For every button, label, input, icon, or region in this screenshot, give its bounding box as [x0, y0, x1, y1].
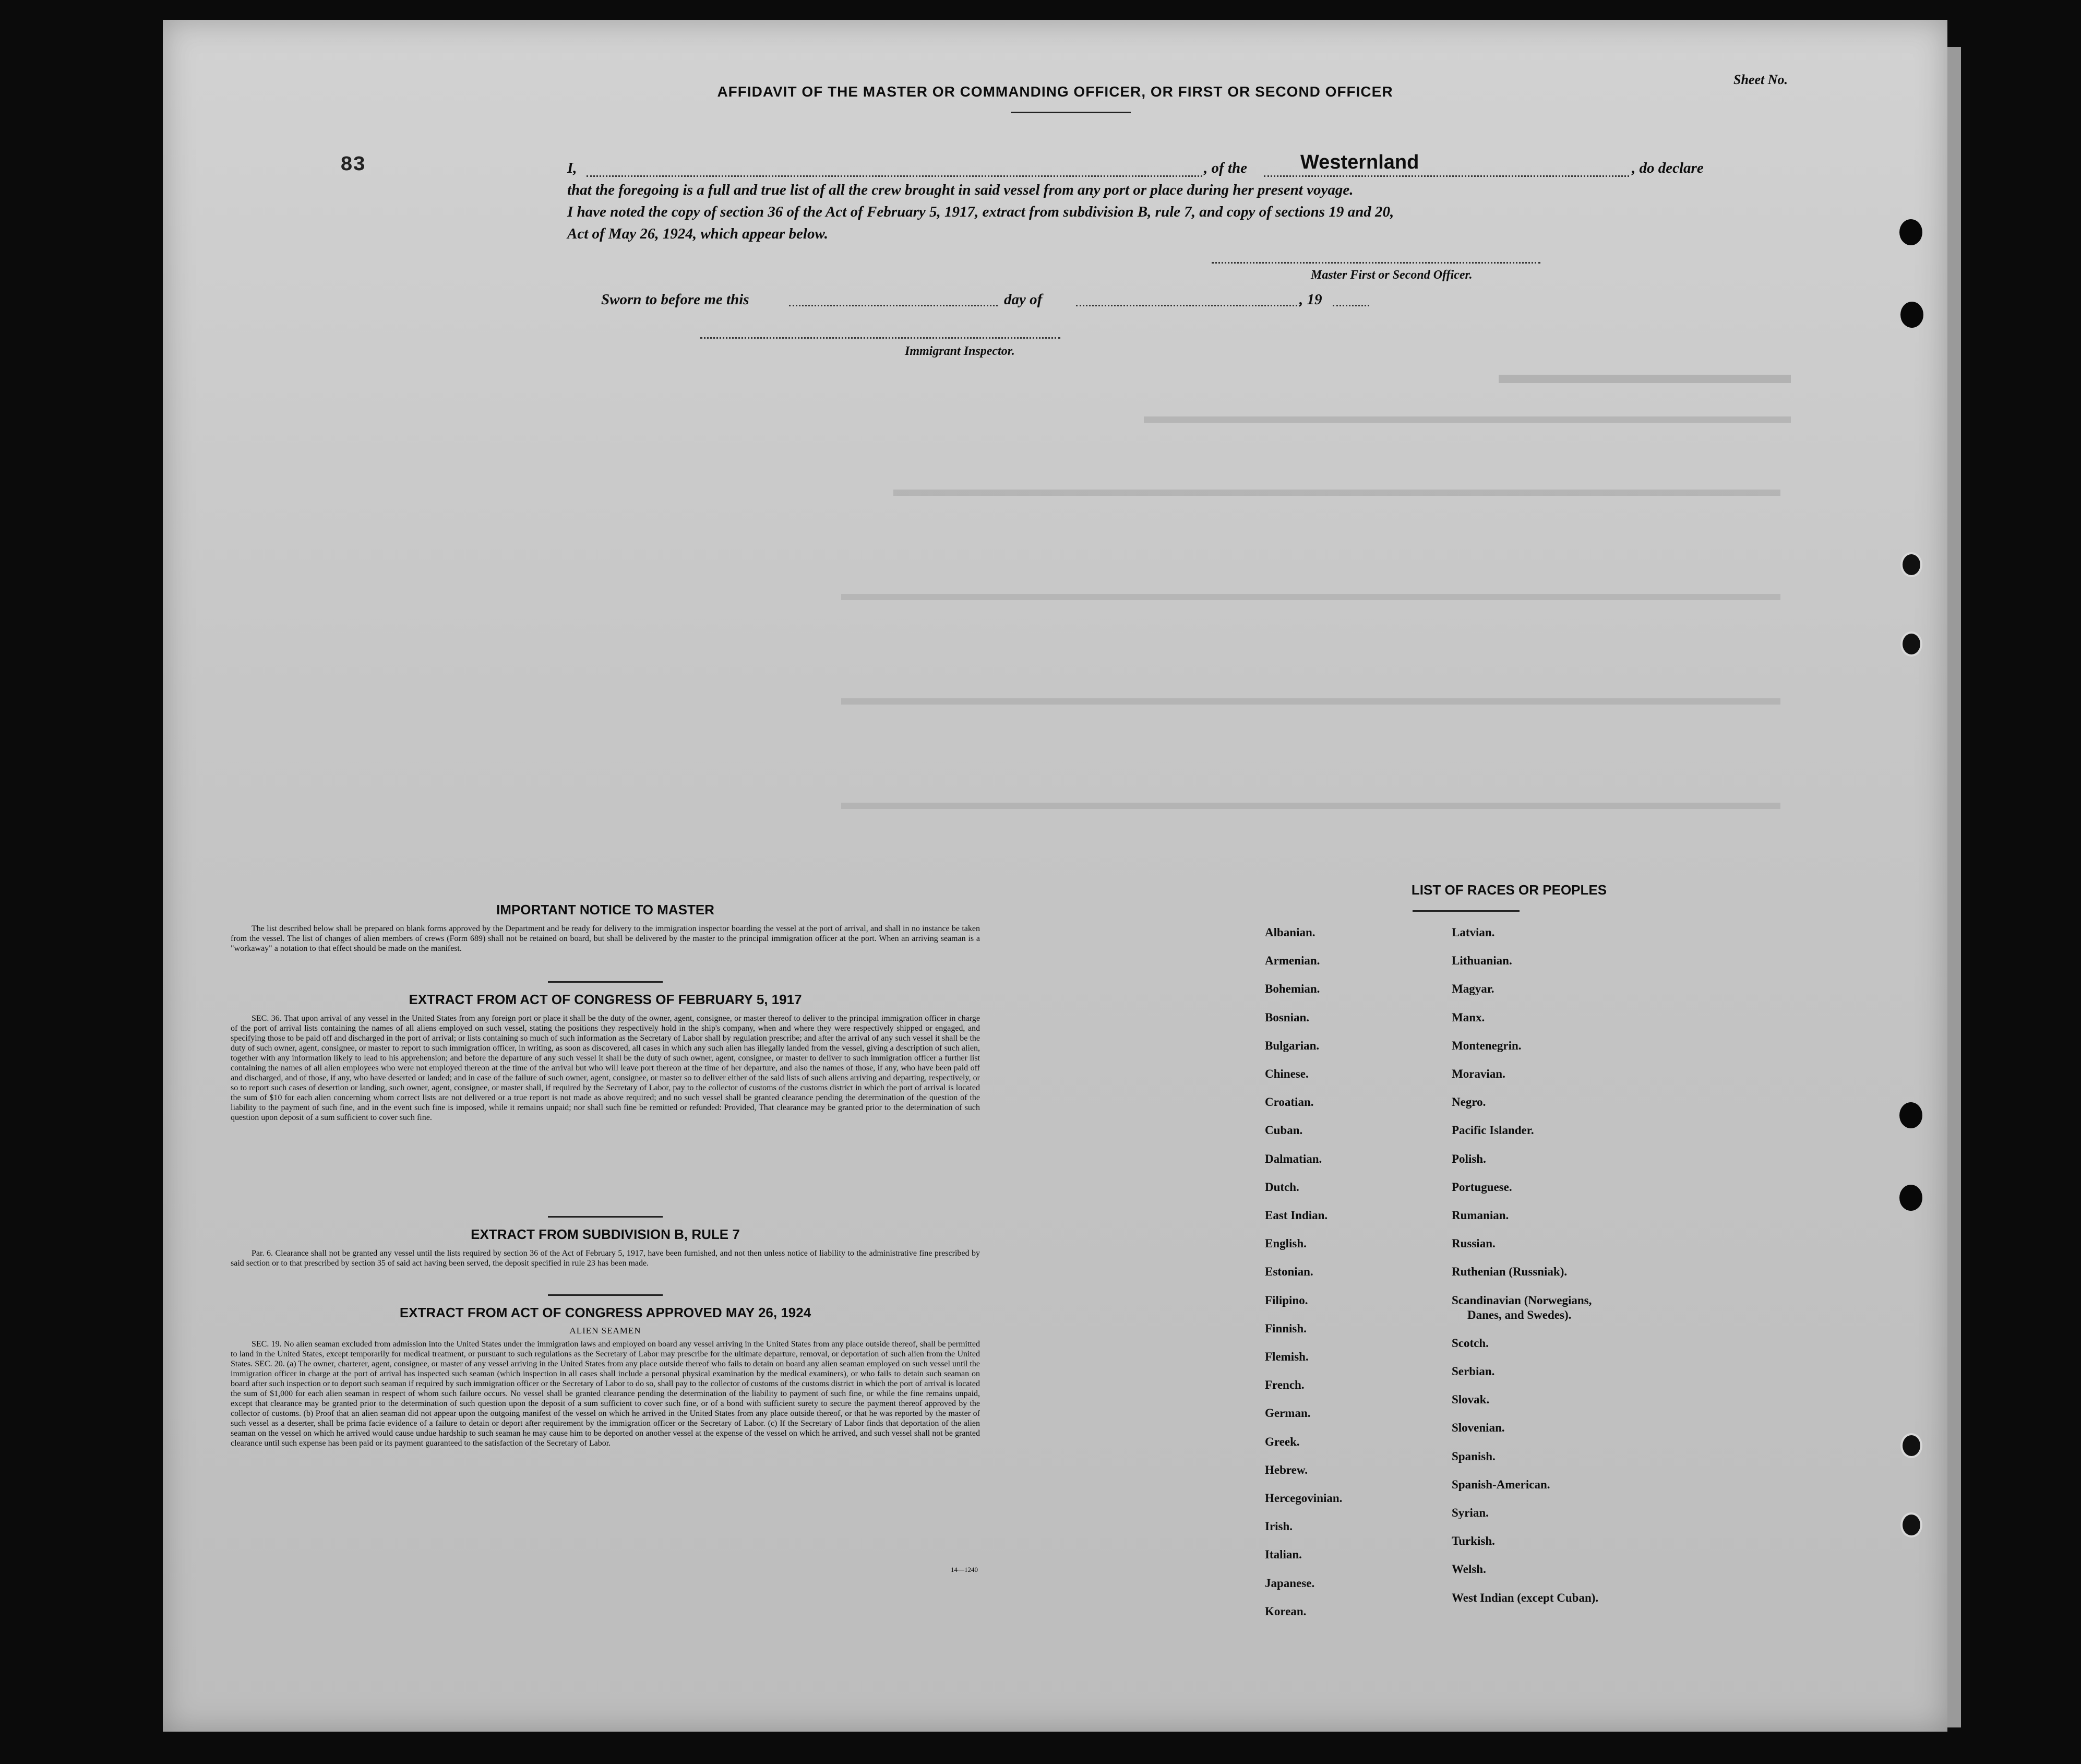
sworn-year: , 19: [1299, 291, 1322, 308]
punch-hole: [1900, 552, 1922, 577]
race-item: Danes, and Swedes).: [1467, 1308, 1572, 1321]
declaration-line-4: Act of May 26, 1924, which appear below.: [567, 225, 828, 242]
punch-hole: [1899, 1102, 1922, 1128]
race-item: Korean.: [1265, 1604, 1307, 1618]
punch-hole: [1900, 631, 1922, 657]
form-number: 14—1240: [951, 1566, 978, 1574]
bleed-through: [841, 594, 1780, 600]
extract-1924-title: EXTRACT FROM ACT OF CONGRESS APPROVED MAY 26, 1924: [399, 1305, 811, 1320]
extract-1924-body: SEC. 19. No alien seaman excluded from admission into the United States under the immigration laws and employed on board any vessel arriving in the United States from any place outside thereof, shall be permitted to land in the United States, except temporarily for medical treatment, or pursuant to such regulations as the Secretary of Labor may prescribe for the ultimate departure, removal, or deportation of such alien from the United States. SEC. 20. (a) The owner, charterer, agent, consignee, or master of any vessel arriving in the United States from any place outside thereof who fails to detain on board any alien seaman employed on such vessel until the immigration officer in charge at the port of arrival has inspected such seaman (which inspection in all cases shall include a personal physical examination by the medical examiners), or who fails to detain such seaman on board after such inspection or to deport such seaman if required by such immigration officer or the Secretary of Labor to do so, shall pay to the collector of customs of the customs district in which the port of arrival is located the sum of $1,000 for each alien seaman in respect of whom such failure occurs. No vessel shall be granted clearance pending the determination of the liability to payment of such fine, or while the fine remains unpaid, except that clearance may be granted prior to the determination of such question upon the deposit of a sum sufficient to cover such fine, or of a bond with sufficient surety to secure the payment thereof approved by the collector of customs. (b) Proof that an alien seaman did not appear upon the outgoing manifest of the vessel on which he arrived in the United States from any place outside thereof, or that he was reported by the master of such vessel as a deserter, shall be prima facie evidence of a failure to detain or deport after requirement by the immigration officer or the Secretary of Labor. (c) If the Secretary of Labor finds that deportation of the alien seaman on the vessel on which he arrived would cause undue hardship to such seaman he may cause him to be deported on another vessel at the expense of the vessel on which he arrived, and such vessel shall not be granted clearance until such expense has been paid or its payment guaranteed to the satisfaction of the Secretary of Labor.: [231, 1340, 980, 1448]
ship-name: Westernland: [1300, 151, 1419, 173]
punch-hole: [1900, 302, 1923, 328]
declaration-prefix: I,: [567, 160, 577, 176]
race-item: East Indian.: [1265, 1209, 1328, 1222]
punch-hole: [1899, 219, 1922, 245]
race-item: Croatian.: [1265, 1095, 1314, 1109]
race-item: Montenegrin.: [1452, 1039, 1522, 1052]
race-item: Manx.: [1452, 1010, 1485, 1024]
sheet-edge: [1947, 47, 1961, 1727]
race-item: Japanese.: [1265, 1576, 1315, 1590]
punch-hole: [1900, 1512, 1922, 1537]
bleed-through: [893, 490, 1780, 496]
race-item: Scotch.: [1452, 1336, 1489, 1350]
race-item: Spanish-American.: [1452, 1477, 1550, 1491]
race-item: Greek.: [1265, 1435, 1300, 1448]
race-item: Russian.: [1452, 1237, 1496, 1250]
race-item: Dutch.: [1265, 1180, 1299, 1194]
punch-hole: [1899, 1185, 1922, 1211]
race-item: Pacific Islander.: [1452, 1124, 1534, 1137]
race-item: Bulgarian.: [1265, 1039, 1320, 1052]
sworn-day-blank: [789, 305, 998, 306]
race-item: Albanian.: [1265, 926, 1315, 939]
race-item: Slovak.: [1452, 1393, 1490, 1407]
vessel-blank: [1264, 175, 1629, 177]
notice-title: IMPORTANT NOTICE TO MASTER: [496, 902, 714, 917]
divider: [548, 1216, 663, 1218]
affidavit-title: AFFIDAVIT OF THE MASTER OR COMMANDING OFFICER, OR FIRST OR SECOND OFFICER: [717, 84, 1393, 100]
declaration-line-3: I have noted the copy of section 36 of the Act of February 5, 1917, extract from subdivision B, rule 7, and copy of sections 19 and 20,: [567, 204, 1394, 220]
race-item: West Indian (except Cuban).: [1452, 1591, 1599, 1604]
inspector-signature-blank: [700, 337, 1060, 339]
document-sheet: [163, 20, 1947, 1732]
race-item: English.: [1265, 1237, 1307, 1250]
extract-1917-title: EXTRACT FROM ACT OF CONGRESS OF FEBRUARY 5, 1917: [409, 992, 802, 1007]
race-item: Armenian.: [1265, 954, 1320, 968]
race-item: Magyar.: [1452, 982, 1494, 996]
sworn-month-blank: [1076, 305, 1300, 306]
race-item: Turkish.: [1452, 1534, 1495, 1548]
bleed-through: [1499, 375, 1791, 383]
race-item: Negro.: [1452, 1095, 1486, 1109]
race-item: Irish.: [1265, 1520, 1293, 1533]
race-item: Lithuanian.: [1452, 954, 1512, 968]
punch-hole: [1900, 1433, 1922, 1458]
race-item: Moravian.: [1452, 1067, 1505, 1080]
race-item: Hebrew.: [1265, 1463, 1308, 1476]
bleed-through: [1144, 416, 1791, 423]
sheet-number-label: Sheet No.: [1733, 72, 1788, 87]
race-item: Chinese.: [1265, 1067, 1309, 1080]
notice-body: The list described below shall be prepared on blank forms approved by the Department and be ready for delivery to the immigration inspector boarding the vessel at the port of arrival, and shall in no instance be taken from the vessel. The list of changes of alien members of crews (Form 689) shall not be retained on board, but shall be delivered by the master to the principal immigration officer at the port. When an arriving seaman is a "workaway" a notation to that effect should be made on the manifest.: [231, 924, 980, 953]
subdivision-body: Par. 6. Clearance shall not be granted any vessel until the lists required by section 36 of the Act of February 5, 1917, have been furnished, and not then unless notice of liability to the administrative fine prescribed by said section or to that prescribed by section 35 of said act having been served, the deposit specified in rule 23 has been made.: [231, 1249, 980, 1268]
race-item: Spanish.: [1452, 1449, 1496, 1463]
margin-mark: 83: [340, 153, 366, 177]
extract-1917-body: SEC. 36. That upon arrival of any vessel in the United States from any foreign port or place it shall be the duty of the owner, agent, consignee, or master thereof to deliver to the principal immigration officer in charge of the port of arrival lists containing the names of all aliens employed on such vessel, stating the positions they respectively hold in the ship's company, when and where they were respectively shipped or engaged, and specifying those to be paid off and discharged in the port of arrival; or lists containing so much of such information as the Secretary of Labor shall by regulation prescribe; and after the arrival of any such vessel it shall be the duty of such owner, agent, consignee, or master to report to such immigration officer, in writing, as soon as discovered, all cases in which any such alien has illegally landed from the vessel, giving a description of such alien, together with any information likely to lead to his apprehension; and before the departure of any such vessel it shall be the duty of such owner, agent, consignee, or master to deliver to such immigration officer a further list containing the names of all alien employees who were not employed thereon at the time of the arrival but who will leave port thereon at the time of her departure, and also the names of those, if any, who have been paid off and discharged, and of those, if any, who have deserted or landed; and in case of the failure of such owner, agent, consignee, or master so to deliver either of the said lists of such aliens arriving and departing, respectively, or so to report such cases of desertion or landing, such owner, agent, consignee, or master shall, if required by the Secretary of Labor, pay to the collector of customs of the customs district in which the port of arrival is located the sum of $10 for each alien concerning whom correct lists are not delivered or a true report is not made as above required; and no such vessel shall be granted clearance pending the determination of the question of the liability to the payment of such fine, and in the event such fine is imposed, while it remains unpaid; nor shall such fine be remitted or refunded: Provided, That clearance may be granted prior to the determination of such question upon deposit of a sum sufficient to cover such fine.: [231, 1014, 980, 1122]
race-item: Slovenian.: [1452, 1421, 1505, 1435]
race-item: Estonian.: [1265, 1265, 1313, 1279]
race-item: Hercegovinian.: [1265, 1492, 1343, 1505]
race-item: Syrian.: [1452, 1506, 1489, 1519]
declare-text: , do declare: [1632, 160, 1704, 176]
declaration-line-2: that the foregoing is a full and true list of all the crew brought in said vessel from any port or place during her present voyage.: [567, 182, 1354, 198]
races-title: LIST OF RACES OR PEOPLES: [1411, 882, 1607, 898]
divider: [548, 1294, 663, 1296]
race-item: Italian.: [1265, 1548, 1302, 1562]
race-item: Rumanian.: [1452, 1209, 1509, 1222]
race-item: Bohemian.: [1265, 982, 1320, 996]
race-item: Filipino.: [1265, 1293, 1308, 1307]
race-item: Flemish.: [1265, 1350, 1309, 1363]
divider: [1011, 112, 1131, 113]
divider: [1413, 910, 1520, 912]
sworn-year-blank: [1333, 305, 1369, 306]
divider: [548, 981, 663, 983]
signature-label: Master First or Second Officer.: [1311, 268, 1473, 282]
sworn-day-of: day of: [1004, 291, 1043, 308]
bleed-through: [841, 803, 1780, 809]
bleed-through: [841, 698, 1780, 705]
name-blank: [587, 175, 1202, 177]
sworn-prefix: Sworn to before me this: [601, 291, 749, 308]
inspector-label: Immigrant Inspector.: [905, 344, 1015, 358]
race-item: Latvian.: [1452, 926, 1495, 939]
race-item: Ruthenian (Russniak).: [1452, 1265, 1568, 1279]
race-item: Serbian.: [1452, 1365, 1495, 1378]
race-item: Portuguese.: [1452, 1180, 1512, 1194]
alien-seamen-subtitle: ALIEN SEAMEN: [569, 1326, 641, 1336]
race-item: French.: [1265, 1378, 1305, 1392]
race-item: Cuban.: [1265, 1124, 1303, 1137]
race-item: Polish.: [1452, 1152, 1486, 1165]
of-the-text: , of the: [1204, 160, 1247, 176]
race-item: Scandinavian (Norwegians,: [1452, 1293, 1592, 1307]
subdivision-title: EXTRACT FROM SUBDIVISION B, RULE 7: [471, 1226, 740, 1242]
race-item: Finnish.: [1265, 1321, 1307, 1335]
race-item: Bosnian.: [1265, 1010, 1310, 1024]
signature-blank: [1212, 262, 1540, 264]
race-item: German.: [1265, 1407, 1311, 1420]
race-item: Dalmatian.: [1265, 1152, 1322, 1165]
race-item: Welsh.: [1452, 1563, 1486, 1576]
